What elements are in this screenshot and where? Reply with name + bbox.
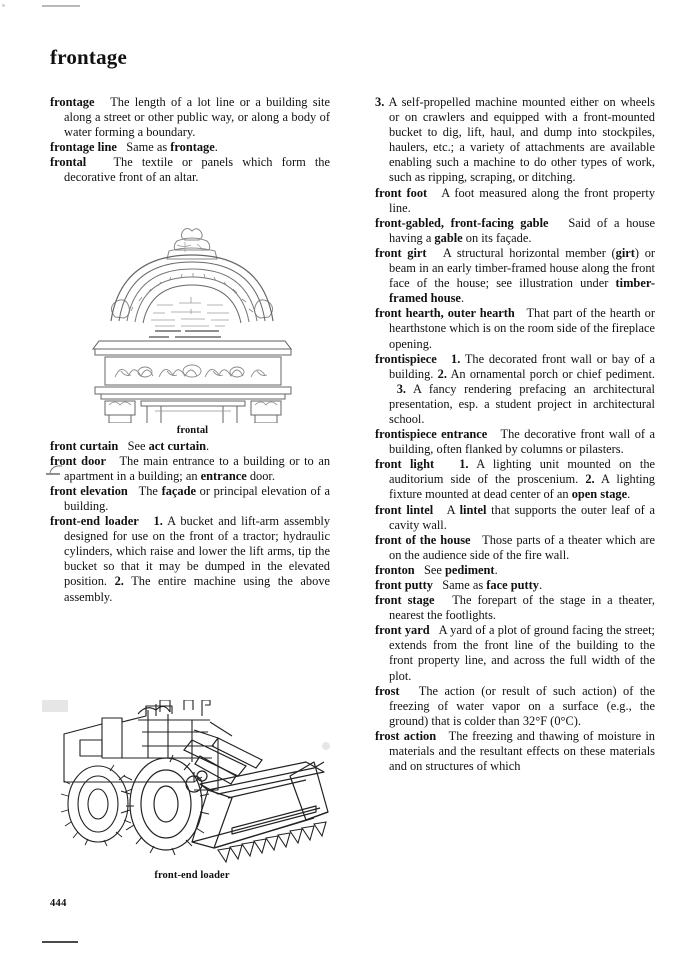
definition-text: Same as [126,140,171,155]
sense-text: A bucket and lift-arm assembly designed for use on the front of a tractor; hydraulic cylinders, which raise and lower the lift arms, tip the bucket so that it may be dumped in the elevated position. [64,514,331,589]
sense-text: A lighting unit mounted on the auditorium side of the proscenium. [389,457,656,487]
term-label: front putty [375,578,433,592]
term-label: front girt [375,245,427,260]
term-label: frost action [375,728,437,743]
term-label: front-end loader [50,514,139,529]
cross-reference[interactable]: face putty [486,578,539,592]
entry-front-yard [375,623,655,683]
sense-number: 2. [114,574,124,589]
definition-text: . [206,438,210,453]
entry-frontage [50,95,330,140]
cross-reference[interactable]: façade [161,483,196,498]
definition-text: that supports the outer leaf of a cavity wall. [389,502,655,532]
definition-text: . [494,562,498,577]
scan-artifact-bottom-line [42,941,78,943]
entry-front-foot [375,186,655,216]
entry-front-curtain [50,439,330,454]
definition-text: That part of the hearth or hearthstone which is on the room side of the fireplace opening. [389,306,655,351]
definition-text: The length of a lot line or a building site along a street or other public way, or along a body of water forming a boundary. [64,95,330,140]
cross-reference[interactable]: act curtain [148,438,207,453]
entry-front-gabled [375,216,655,246]
definition-text: Those parts of a theater which are on the audience side of the fire wall. [389,532,656,562]
sense-text: A self-propelled machine mounted either on wheels or on crawlers and equipped with a front-mounted bucket to dig, lift, haul, and dump into stockpiles, haulers, etc.; a variety of attachments are available enabling such a machine to do other types of work, such as ripping, scraping, or ditching. [388,95,655,185]
frontal-line-art [85,225,300,423]
term-label: front yard [375,623,430,638]
term-label: frontal [50,155,87,170]
definition-text: . [460,291,465,306]
entry-front-lintel [375,503,655,533]
sense-number: 1. [459,457,469,472]
sense-number: 3. [375,95,385,109]
entry-front-hearth [375,306,655,351]
definition-text: on its façade. [462,230,532,245]
right-column [375,95,655,774]
sense-number: 1. [153,514,163,529]
term-label: front door [50,453,106,468]
sense-number: 3. [396,381,406,396]
entry-front-of-the-house [375,533,655,563]
entry-front-putty [375,578,655,593]
sense-text: A lighting fixture mounted at dead center of an [389,472,655,502]
definition-text: See [424,562,445,577]
sense-number: 2. [585,472,595,487]
sense-text: The entire machine using the above assembly. [64,574,331,604]
entry-frontispiece [375,352,655,427]
definition-text: A yard of a plot of ground facing the street; extends from the front line of the building to the front property line, and across the full width of the plot. [389,623,655,683]
term-label: front foot [375,185,428,200]
term-label: front hearth, outer hearth [375,306,515,321]
definition-text: The [138,483,162,498]
entry-frost [375,684,655,729]
definition-text: The forepart of the stage in a theater, nearest the footlights. [389,593,655,623]
entry-front-girt [375,246,655,306]
term-label: frontispiece [375,351,437,366]
definition-text: The decorative front wall of a building, often flanked by columns or pilasters. [389,427,655,457]
entry-frontispiece-entrance [375,427,655,457]
cross-reference[interactable]: frontage [170,140,215,155]
entry-front-light [375,457,655,502]
sense-text: A fancy rendering prefacing an architectural presentation, esp. a student project in architectural school. [389,381,655,426]
sense-number: 1. [451,351,461,366]
figure-caption: front-end loader [154,870,230,881]
definition-text: A foot measured along the front property line. [389,185,656,215]
definition-text: or principal elevation of a building. [64,483,330,513]
sense-text: . [627,487,631,502]
cross-reference[interactable]: open stage [571,487,628,502]
scan-artifact-top-line [42,5,80,7]
figure-frontal [60,225,325,436]
term-label: front stage [375,593,435,608]
cross-reference[interactable]: pediment [445,562,495,577]
definition-text: The main entrance to a building or to an apartment in a building; an [64,453,331,483]
sense-number: 2. [437,366,447,381]
term-label: frontage line [50,140,117,155]
page-title: frontage [50,45,128,69]
entry-frost-action [375,729,655,774]
cross-reference[interactable]: girt [615,245,635,260]
term-label: front light [375,457,435,472]
definition-text: door. [246,468,275,483]
definition-text: . [538,578,543,592]
definition-text: A structural horizontal member ( [442,245,616,260]
definition-text: See [127,438,149,453]
definition-text: The textile or panels which form the decorative front of an altar. [64,155,331,185]
term-label: front lintel [375,502,434,517]
definition-text: The freezing and thawing of moisture in materials and the resultant effects on these materials and on structures of which [389,728,655,774]
entry-front-elevation [50,484,330,514]
entry-frontage-line [50,140,330,155]
entry-fronton [375,563,655,578]
cross-reference[interactable]: lintel [459,502,487,517]
figure-front-end-loader [42,700,342,881]
definition-text: A [446,502,460,517]
definition-text: Said of a house having a [389,215,655,245]
figure-caption: frontal [176,425,209,436]
entry-front-door [50,454,330,484]
entry-frontal [50,155,330,185]
term-label: front elevation [50,483,128,498]
entry-front-stage [375,593,655,623]
term-label: front-gabled, front-facing gable [375,215,549,230]
term-label: front curtain [50,438,119,453]
cross-reference[interactable]: gable [434,230,463,245]
entry-front-end-loader [50,514,330,605]
definition-text: The action (or result of such action) of the freezing of water vapor on a surface (e.g., the ground) that is colder than 32°F (0°C). [389,683,655,728]
entry-front-end-loader-continued [375,95,655,186]
sense-text: An ornamental porch or chief pediment. [450,366,655,381]
term-label: frontispiece entrance [375,427,488,442]
definition-text: Same as [442,578,487,592]
term-label: fronton [375,562,415,577]
definition-text: . [214,140,218,155]
cross-reference[interactable]: entrance [200,468,247,483]
term-label: frontage [50,95,95,109]
sense-text: The decorated front wall or bay of a building. [389,351,656,381]
scan-artifact-dot [2,4,5,7]
term-label: frost [375,683,400,698]
front-end-loader-line-art [42,700,342,868]
cross-reference[interactable]: timber-framed house [389,276,655,306]
term-label: front of the house [375,532,471,547]
definition-text: ) or beam in an early timber-framed house along the front face of the house; see illustration under [389,245,656,291]
page-number: 444 [50,898,67,909]
